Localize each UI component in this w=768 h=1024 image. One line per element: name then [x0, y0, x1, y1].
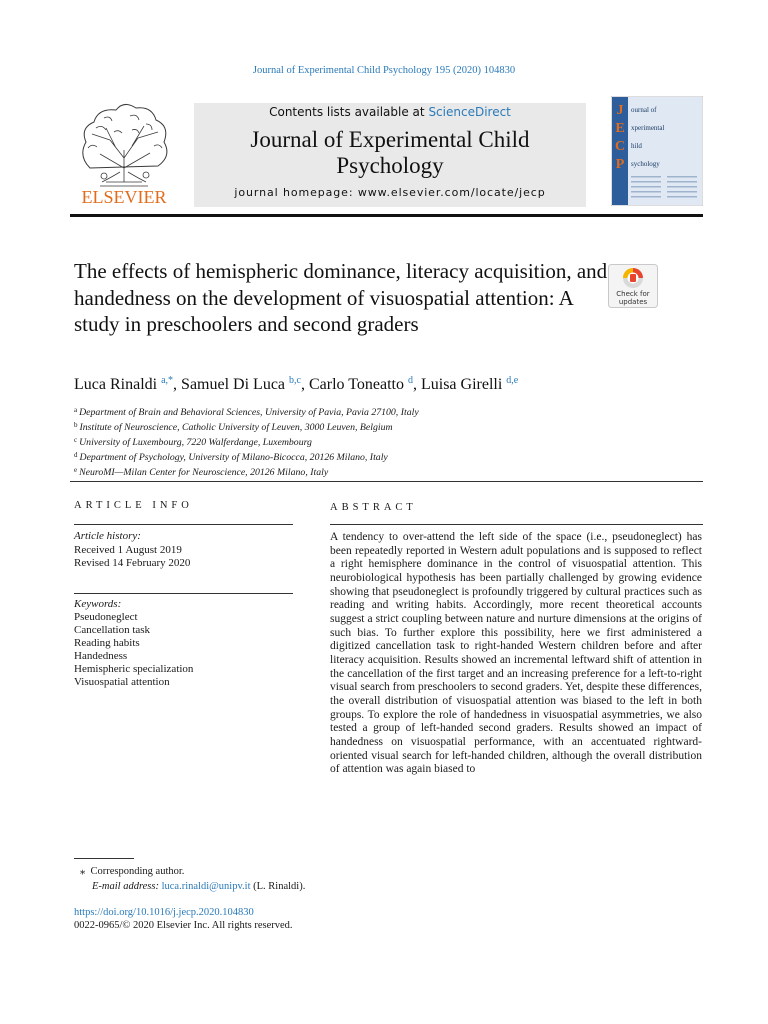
affiliation-item: [74, 449, 714, 464]
footnotes: [80, 864, 680, 894]
check-updates-line1: Check for: [616, 290, 650, 298]
affiliation-text: Department of Brain and Behavioral Sciences, University of Pavia, Pavia 27100, Italy: [79, 407, 419, 418]
author-separator: ,: [300, 376, 309, 393]
affiliation-text: Institute of Neuroscience, Catholic University of Leuven, 3000 Leuven, Belgium: [79, 422, 393, 433]
email-suffix: (L. Rinaldi).: [253, 881, 306, 892]
email-label: E-mail address:: [92, 881, 159, 892]
affiliation-mark: c: [74, 436, 78, 444]
keyword: Reading habits: [74, 637, 140, 649]
affiliation-text: Department of Psychology, University of Milano-Bicocca, 20126 Milano, Italy: [79, 452, 388, 463]
header-rule: [70, 214, 703, 217]
journal-title: Journal of Experimental Child Psychology: [250, 127, 530, 178]
cover-letter-p: P: [615, 157, 625, 172]
affiliation-mark: d: [74, 451, 78, 459]
author-affiliation-marks[interactable]: b,c: [289, 375, 301, 386]
contents-prefix: Contents lists available at: [269, 105, 429, 119]
abstract-text: A tendency to over-attend the left side of the space (i.e., pseudoneglect) has been repeatedly reported in Western adult populations and is supposed to reflect a right hemisphere dominance in the control of visuospatial attention. This neurobiological hypothesis has been partially challenged by growing evidence showing that pseudoneglect is profoundly triggered by cultural practices such as reading and writing habits. Accordingly, more recent theoretical accounts suggest a strict coupling between nature and nurture dimensions at the origins of such bias. To further explore this possibility, here we first administered a digitized cancellation task to right-handed Western children before and after literacy acquisition. Results showed an incremental leftward shift of attention in the cancellation of the first target and an increasing preference for a left-to-right visual search from preschoolers to second graders. Yet, despite these differences, the overall distribution of visuospatial attention was biased to the left in both groups. To explore the role of handedness in visuospatial asymmetries, we also tested a group of left-handed second graders. Results showed an impact of handedness on visuospatial performance, with an accentuated rightward-oriented visual search for left-handed children, although the overall distribution of attention was again biased to: [330, 531, 702, 776]
journal-homepage[interactable]: journal homepage: www.elsevier.com/locate/jecp: [234, 186, 546, 199]
affiliation-text: University of Luxembourg, 7220 Walferdange, Luxembourg: [79, 437, 312, 448]
history-label: Article history:: [74, 530, 141, 542]
affiliation-item: [74, 404, 714, 419]
keyword: Handedness: [74, 650, 128, 662]
article-title: The effects of hemispheric dominance, literacy acquisition, and handedness on the development of visuospatial attention: A study in preschoolers and second graders: [74, 259, 608, 336]
cover-word-3: hild: [631, 142, 642, 150]
affiliation-item: [74, 434, 714, 449]
email-link[interactable]: luca.rinaldi@unipv.it: [161, 881, 251, 892]
article-info-rule: [74, 524, 293, 525]
section-divider: [70, 481, 703, 482]
doi-link[interactable]: https://doi.org/10.1016/j.jecp.2020.104830: [74, 907, 254, 918]
keyword: Visuospatial attention: [74, 676, 170, 688]
email-note: [80, 879, 680, 894]
keywords-rule: [74, 593, 293, 594]
author-name: Luisa Girelli: [420, 376, 503, 393]
keywords-block: [74, 598, 294, 689]
revised-date: Revised 14 February 2020: [74, 557, 191, 569]
affiliation-mark: e: [74, 466, 78, 474]
author-affiliation-marks[interactable]: a,*: [161, 375, 174, 386]
footnote-rule: [74, 858, 134, 859]
affiliation-mark: b: [74, 421, 78, 429]
keyword: Cancellation task: [74, 624, 151, 636]
abstract-rule: [330, 524, 703, 525]
author-name: Samuel Di Luca: [181, 376, 286, 393]
sciencedirect-link[interactable]: ScienceDirect: [428, 105, 511, 119]
cover-letter-j: J: [616, 103, 624, 118]
article-history: [74, 530, 294, 571]
article-info-heading: ARTICLE INFO: [74, 500, 193, 511]
cover-word-1: ournal of: [631, 106, 657, 114]
corresponding-text: Corresponding author.: [90, 866, 185, 877]
elsevier-logo: [70, 98, 178, 208]
doi-block: [74, 906, 674, 932]
keywords-label: Keywords:: [74, 598, 122, 610]
corresponding-author-note: [80, 864, 680, 879]
author-list: [74, 375, 714, 394]
keyword: Pseudoneglect: [74, 611, 138, 623]
author-separator: ,: [412, 376, 421, 393]
author-name: Luca Rinaldi: [74, 376, 158, 393]
author-separator: ,: [173, 376, 182, 393]
affiliation-text: NeuroMI—Milan Center for Neuroscience, 20126 Milano, Italy: [79, 467, 329, 478]
check-for-updates-badge[interactable]: [608, 264, 658, 308]
affiliation-mark: a: [74, 406, 78, 414]
check-updates-line2: updates: [618, 298, 648, 306]
keyword: Hemispheric specialization: [74, 663, 194, 675]
author-affiliation-marks[interactable]: d,e: [506, 375, 519, 386]
cover-letter-e: E: [615, 121, 625, 136]
abstract-heading: ABSTRACT: [330, 502, 417, 513]
elsevier-wordmark: ELSEVIER: [81, 187, 167, 207]
received-date: Received 1 August 2019: [74, 543, 182, 556]
affiliation-list: [74, 404, 714, 479]
author-affiliation-marks[interactable]: d: [407, 375, 413, 386]
copyright-line: 0022-0965/© 2020 Elsevier Inc. All rights reserved.: [74, 920, 293, 931]
affiliation-item: [74, 464, 714, 479]
author-name: Carlo Toneatto: [308, 376, 404, 393]
cover-word-2: xperimental: [631, 124, 665, 132]
corresponding-mark: ⁎: [80, 866, 86, 877]
journal-cover-thumbnail: [611, 96, 703, 206]
cover-letter-c: C: [614, 139, 626, 154]
cover-word-4: sychology: [631, 160, 660, 168]
contents-line: [194, 105, 586, 119]
affiliation-item: [74, 419, 714, 434]
journal-citation[interactable]: Journal of Experimental Child Psychology 195 (2020) 104830: [252, 65, 516, 76]
